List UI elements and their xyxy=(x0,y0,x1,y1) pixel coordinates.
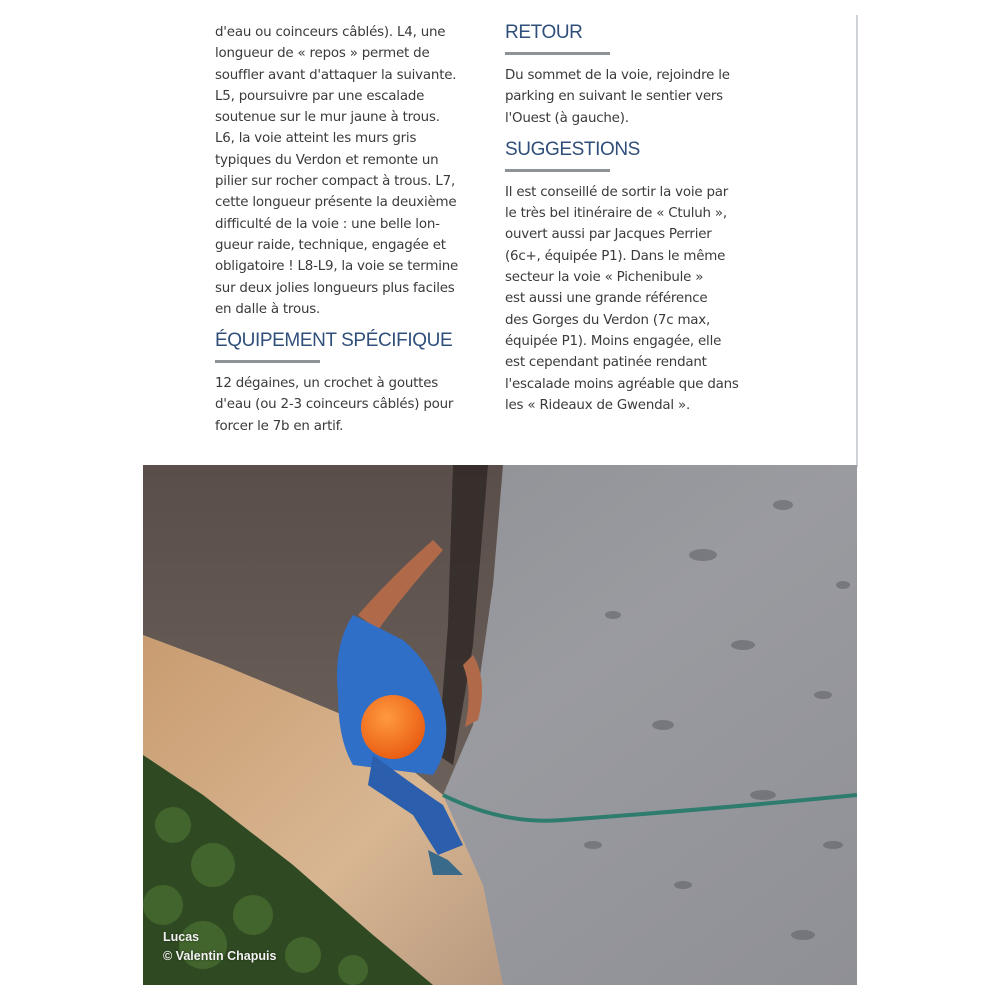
return-heading: RETOUR xyxy=(505,22,583,43)
heading-rule xyxy=(505,52,610,55)
page-edge-line xyxy=(856,15,858,467)
heading-rule xyxy=(215,360,320,363)
suggestions-heading: SUGGESTIONS xyxy=(505,138,640,160)
orange-helmet xyxy=(361,695,425,759)
route-description-text: d'eau ou coinceurs câblés). L4, une longueur de « repos » permet de souffler avant d'attaquer la suivante. L5, poursuivre par une escalade soutenue sur le mur jaune à trous. L6, la voie atteint les murs gris typiques du Verdon et remonte un pilier sur rocher compact à trous. L7, cette longueur présente la deuxième difficulté de la voie : une belle lon- gueur raide, technique, engagée et obligatoire ! L8-L9, la voie se termine sur deux jolies longueurs plus faciles en dalle à trous. xyxy=(215,25,459,317)
left-column xyxy=(215,22,500,437)
photo-caption-name: Lucas xyxy=(163,930,200,944)
heading-rule xyxy=(505,169,610,172)
equipment-text: 12 dégaines, un crochet à gouttes d'eau (ou 2-3 coinceurs câblés) pour forcer le 7b en artif. xyxy=(215,376,454,434)
right-column xyxy=(505,22,790,416)
climbing-photo xyxy=(143,465,857,985)
return-text: Du sommet de la voie, rejoindre le parking en suivant le sentier vers l'Ouest (à gauche). xyxy=(505,68,730,126)
photo-credit: © Valentin Chapuis xyxy=(163,949,277,963)
climbing-photo-illustration xyxy=(143,465,857,985)
suggestions-text: Il est conseillé de sortir la voie par le très bel itinéraire de « Ctuluh », ouvert aussi par Jacques Perrier (6c+, équipée P1). Dans le même secteur la voie « Pichenibule » est aussi une grande référence des Gorges du Verdon (7c max, équipée P1). Moins engagée, elle est cependant patinée rendant l'escalade moins agréable que dans les « Rideaux de Gwendal ». xyxy=(505,184,739,413)
equipment-heading: ÉQUIPEMENT SPÉCIFIQUE xyxy=(215,330,453,352)
